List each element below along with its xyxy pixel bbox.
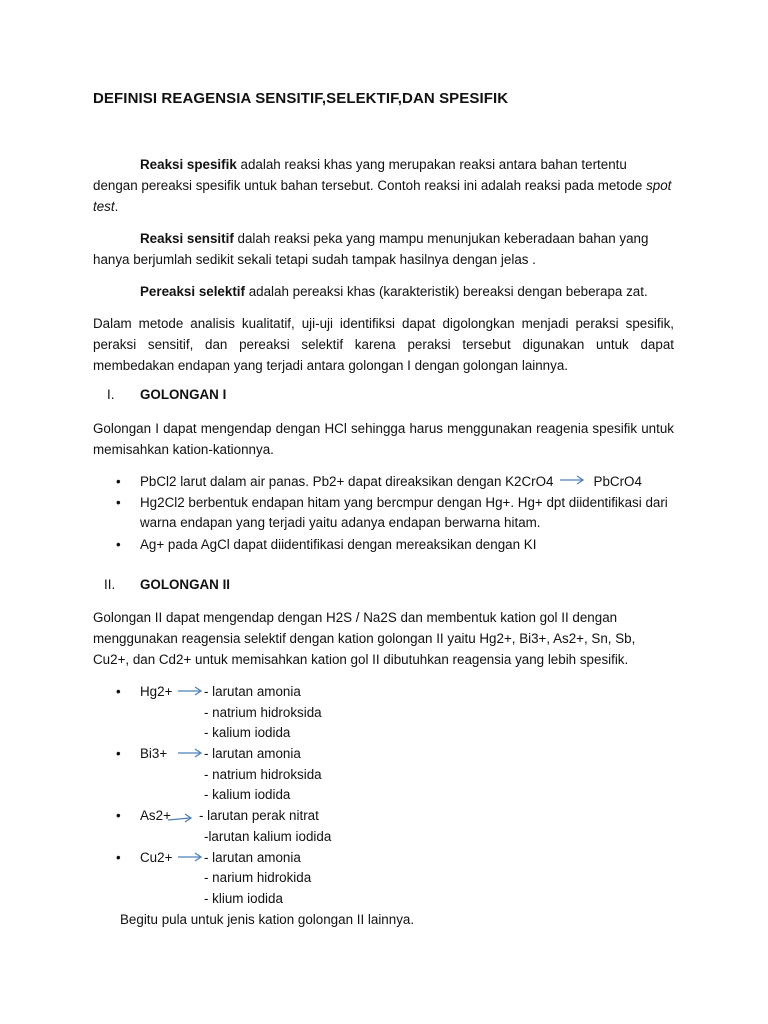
reagent-item: -larutan kalium iodida: [204, 829, 332, 844]
section-intro-golongan-ii: Golongan II dapat mengendap dengan H2S / Na2S dan membentuk kation gol II dengan menggunakan reagensia selektif dengan kation golongan II yaitu Hg2+, Bi3+, As2+, Sn, Sb, Cu2+, dan Cd2+ untuk memisahkan kation gol II dibutuhkan reagensia yang lebih spesifik.: [93, 610, 636, 667]
bullet-item: Ag+ pada AgCl dapat diidentifikasi dengan mereaksikan dengan KI: [140, 537, 537, 552]
italic-spot-test: spot test: [93, 178, 672, 214]
reaction-arrow-icon: [178, 852, 204, 862]
reagent-item: - larutan perak nitrat: [199, 808, 319, 823]
bullet-marker: •: [116, 537, 121, 552]
reagent-item: - klium iodida: [204, 891, 283, 906]
ion-label: Bi3+: [140, 746, 168, 761]
bullet-item: Hg2Cl2 berbentuk endapan hitam yang bercmpur dengan Hg+. Hg+ dpt diidentifikasi dari warna endapan yang terjadi yaitu adanya endapan berwarna hitam.: [140, 495, 668, 530]
section-heading-golongan-i: GOLONGAN I: [140, 387, 227, 402]
closing-sentence: Begitu pula untuk jenis kation golongan II lainnya.: [120, 912, 415, 927]
paragraph-pereaksi-selektif: [93, 281, 674, 302]
section-numeral: I.: [107, 387, 115, 402]
bullet-marker: •: [116, 746, 121, 761]
paragraph-reaksi-sensitif: [93, 228, 674, 270]
reaction-arrow-icon: [178, 686, 204, 696]
reaction-arrow-icon: [168, 812, 194, 824]
bullet-item: [140, 472, 674, 492]
bullet-marker: •: [116, 495, 121, 510]
paragraph-text: dalah reaksi peka yang mampu menunjukan keberadaan bahan yang hanya berjumlah sedikit sekali tetapi sudah tampak hasilnya dengan jelas .: [93, 231, 649, 267]
paragraph-text: adalah pereaksi khas (karakteristik) bereaksi dengan beberapa zat.: [244, 284, 648, 299]
section-numeral: II.: [104, 577, 116, 592]
paragraph-end: .: [114, 199, 119, 214]
ion-label: Hg2+: [140, 684, 173, 699]
reagent-item: - natrium hidroksida: [204, 705, 322, 720]
section-heading-golongan-ii: GOLONGAN II: [140, 577, 231, 592]
bullet-marker: •: [116, 684, 121, 699]
reagent-item: - kalium iodida: [204, 725, 291, 740]
term-reaksi-spesifik: Reaksi spesifik: [140, 157, 237, 172]
ion-label: As2+: [140, 808, 171, 823]
reaction-arrow-icon: [178, 748, 204, 758]
reaction-product: PbCrO4: [593, 474, 642, 489]
term-pereaksi-selektif: Pereaksi selektif: [140, 284, 245, 299]
bullet-marker: •: [116, 808, 121, 823]
term-reaksi-sensitif: Reaksi sensitif: [140, 231, 234, 246]
bullet-marker: •: [116, 474, 121, 489]
paragraph-text: adalah reaksi khas yang merupakan reaksi antara bahan tertentu dengan pereaksi spesifik untuk bahan tersebut. Contoh reaksi ini adalah reaksi pada metode: [93, 157, 647, 193]
reaction-arrow-icon: [554, 476, 594, 486]
paragraph-reaksi-spesifik: [93, 154, 674, 217]
reagent-item: - larutan amonia: [204, 850, 301, 865]
reagent-item: - narium hidrokida: [204, 870, 312, 885]
document-title: DEFINISI REAGENSIA SENSITIF,SELEKTIF,DAN SPESIFIK: [93, 90, 509, 107]
reagent-item: - kalium iodida: [204, 787, 291, 802]
section-intro-golongan-i: Golongan I dapat mengendap dengan HCl sehingga harus menggunakan reagenia spesifik untuk memisahkan kation-kationnya.: [93, 421, 674, 457]
bullet-marker: •: [116, 850, 121, 865]
bullet-text: PbCl2 larut dalam air panas. Pb2+ dapat direaksikan dengan K2CrO4: [140, 474, 554, 489]
reagent-item: - natrium hidroksida: [204, 767, 322, 782]
ion-label: Cu2+: [140, 850, 173, 865]
paragraph-metode-analisis: Dalam metode analisis kualitatif, uji-uji identifiksi dapat digolongkan menjadi peraksi spesifik, peraksi sensitif, dan pereaksi selektif karena peraksi tersebut digunakan untuk dapat membedakan endapan yang terjadi antara golongan I dengan golongan lainnya.: [93, 316, 674, 373]
reagent-item: - larutan amonia: [204, 746, 301, 761]
reagent-item: - larutan amonia: [204, 684, 301, 699]
